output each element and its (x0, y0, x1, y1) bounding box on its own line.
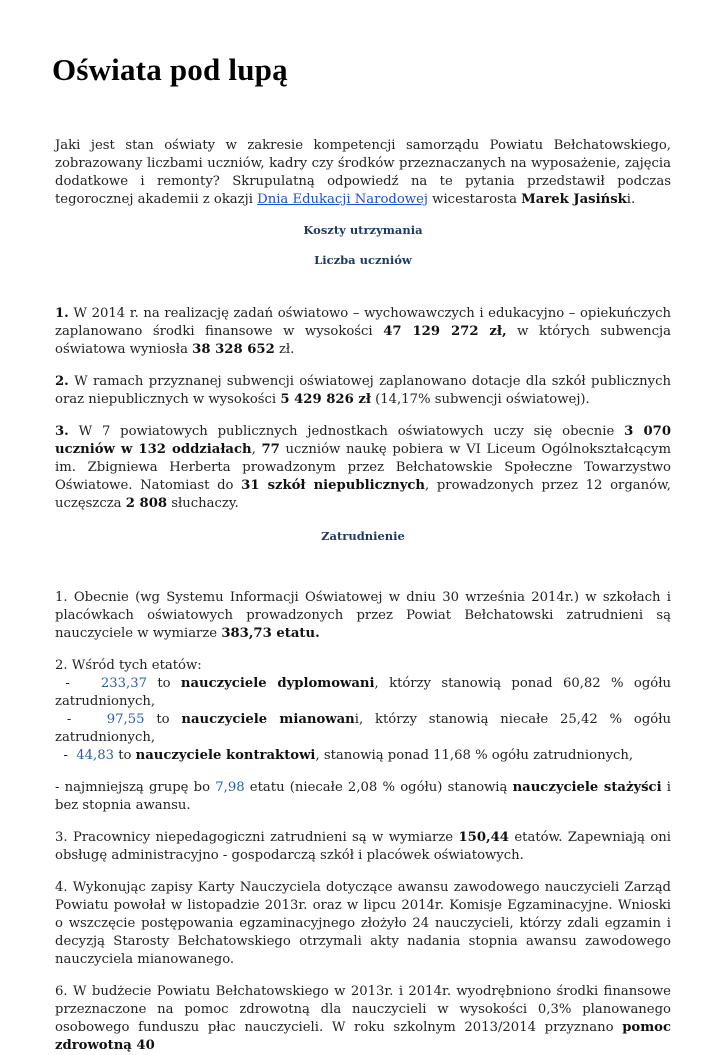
e1-text: 1. Obecnie (wg Systemu Informacji Oświatowej w dniu 30 września 2014r.) w szkołach i placówkach oświatowych prowadzonych przez Powiat Bełchatowski zatrudnieni są nauczyciele w wymiarze (55, 590, 671, 641)
page-title: Oświata pod lupą (52, 52, 288, 87)
fte-value: 7,98 (215, 780, 245, 795)
article-body (55, 137, 676, 1055)
e2b-text-3: i bez stopnia awansu. (55, 780, 671, 813)
fte-value: 233,37 (100, 676, 147, 691)
list-text-rest: i, którzy stanowią niecałe 25,42 % ogółu zatrudnionych, (55, 712, 676, 745)
list-text-rest: , którzy stanowią ponad 60,82 % ogółu zatrudnionych, (55, 676, 676, 709)
p3-text-4: , prowadzonych przez 12 organów, uczęszcza (55, 478, 671, 511)
p1-subvention: 38 328 652 (192, 342, 275, 357)
intro-paragraph (55, 137, 671, 209)
p3-text-5: słuchaczy. (167, 496, 239, 511)
author-name-end: i. (626, 192, 636, 207)
e3-text: 3. Pracownicy niepedagogiczni zatrudnieni są w wymiarze (55, 830, 459, 845)
employment-6 (55, 983, 671, 1055)
list-item (55, 711, 676, 747)
p3-number: 3. (55, 424, 69, 439)
list-text-rest: , stanowią ponad 11,68 % ogółu zatrudnionych, (315, 748, 634, 763)
intro-text: Jaki jest stan oświaty w zakresie kompetencji samorządu Powiatu Bełchatowskiego, zobrazowany liczbami uczniów, kadry czy środków przeznaczanych na wyposażenie, zajęcia dodatkowe i remonty? Skrupulatną odpowiedź na te pytania przedstawił podczas tegorocznej akademii z okazji (55, 138, 671, 207)
p2-number: 2. (55, 374, 69, 389)
fte-value: 44,83 (76, 748, 114, 763)
author-name: Marek Jasińsk (521, 192, 627, 207)
e1-total-fte: 383,73 etatu. (221, 626, 320, 641)
p1-total: 47 129 272 zł, (383, 324, 507, 339)
p2-text: W ramach przyznanej subwencji oświatowej zaplanowano dotacje dla szkół publicznych oraz niepublicznych w wysokości (55, 374, 671, 407)
list-text: to (146, 676, 181, 691)
p3-listeners: 2 808 (125, 496, 168, 511)
list-dash: - (55, 676, 101, 691)
employment-2 (55, 657, 676, 765)
paragraph-1 (55, 305, 671, 359)
p3-private-schools: 31 szkół niepublicznych (241, 478, 425, 493)
paragraph-3 (55, 423, 671, 513)
p2-grants: 5 429 826 zł (280, 392, 371, 407)
teacher-category: nauczyciele stażyści (512, 780, 662, 795)
teacher-category: nauczyciele kontraktowi (135, 748, 316, 763)
p2-text-2: (14,17% subwencji oświatowej). (370, 392, 590, 407)
e2b-text: - najmniejszą grupę bo (55, 780, 216, 795)
e3-text-2: etatów. Zapewniają oni obsługę administracyjno - gospodarczą szkół i placówek oświatowych. (55, 830, 671, 863)
p3-text-3: uczniów naukę pobiera w VI Liceum Ogólnokształcącym im. Zbigniewa Herberta prowadzonym przez Bełchatowskie Społeczne Towarzystwo Oświatowe. Natomiast do (55, 442, 671, 493)
list-item (55, 675, 676, 711)
p3-lyceum-students: 77 (261, 442, 280, 457)
intro-text-mid: wicestarosta (427, 192, 522, 207)
e2b-text-2: etatu (niecałe 2,08 % ogółu) stanowią (244, 780, 513, 795)
p3-students: 3 070 uczniów w 132 oddziałach (55, 424, 672, 457)
paragraph-2 (55, 373, 671, 409)
employment-2b (55, 779, 671, 815)
teacher-category: nauczyciele dyplomowani (180, 676, 375, 691)
p1-text-2: w których subwencja oświatowa wyniosła (55, 324, 671, 357)
p3-text: W 7 powiatowych publicznych jednostkach oświatowych uczy się obecnie (68, 424, 625, 439)
p1-text-3: zł. (274, 342, 295, 357)
dzien-edukacji-link[interactable]: Dnia Edukacji Narodowej (257, 192, 428, 207)
e6-text: 6. W budżecie Powiatu Bełchatowskiego w 2013r. i 2014r. wyodrębniono środki finansowe przeznaczone na pomoc zdrowotną dla nauczycieli w wysokości 0,3% planowanego osobowego funduszu płac nauczycieli. W roku szkolnym 2013/2014 przyznano (55, 984, 671, 1035)
e6-health-aid: pomoc zdrowotną 40 (55, 1020, 671, 1053)
p1-text: W 2014 r. na realizację zadań oświatowo – wychowawczych i edukacyjno – opiekuńczych zaplanowano środki finansowe w wysokości (55, 306, 671, 339)
fte-value: 97,55 (106, 712, 145, 727)
e3-fte: 150,44 (458, 830, 509, 845)
employment-4: 4. Wykonując zapisy Karty Nauczyciela dotyczące awansu zawodowego nauczycieli Zarząd Powiatu powołał w listopadzie 2013r. oraz w lipcu 2014r. Komisje Egzaminacyjne. Wnioski o wszczęcie postępowania egzaminacyjnego złożyło 24 nauczycieli, którzy zdali egzamin i decyzją Starosty Bełchatowskiego otrzymali akty nadania stopnia awansu zawodowego nauczyciela mianowanego. (55, 880, 671, 967)
e2-heading: 2. Wśród tych etatów: (55, 658, 202, 673)
heading-employment: Zatrudnienie (321, 529, 405, 543)
heading-students: Liczba uczniów (314, 253, 412, 267)
list-dash: - (55, 712, 107, 727)
list-item (55, 747, 671, 765)
list-dash: - (55, 748, 77, 763)
p1-number: 1. (55, 306, 69, 321)
teacher-category: nauczyciele mianowan (181, 712, 355, 727)
employment-3 (55, 829, 671, 865)
p3-text-2: , (251, 442, 262, 457)
list-text: to (144, 712, 182, 727)
heading-costs: Koszty utrzymania (303, 223, 423, 237)
employment-1 (55, 589, 671, 643)
list-text: to (114, 748, 136, 763)
